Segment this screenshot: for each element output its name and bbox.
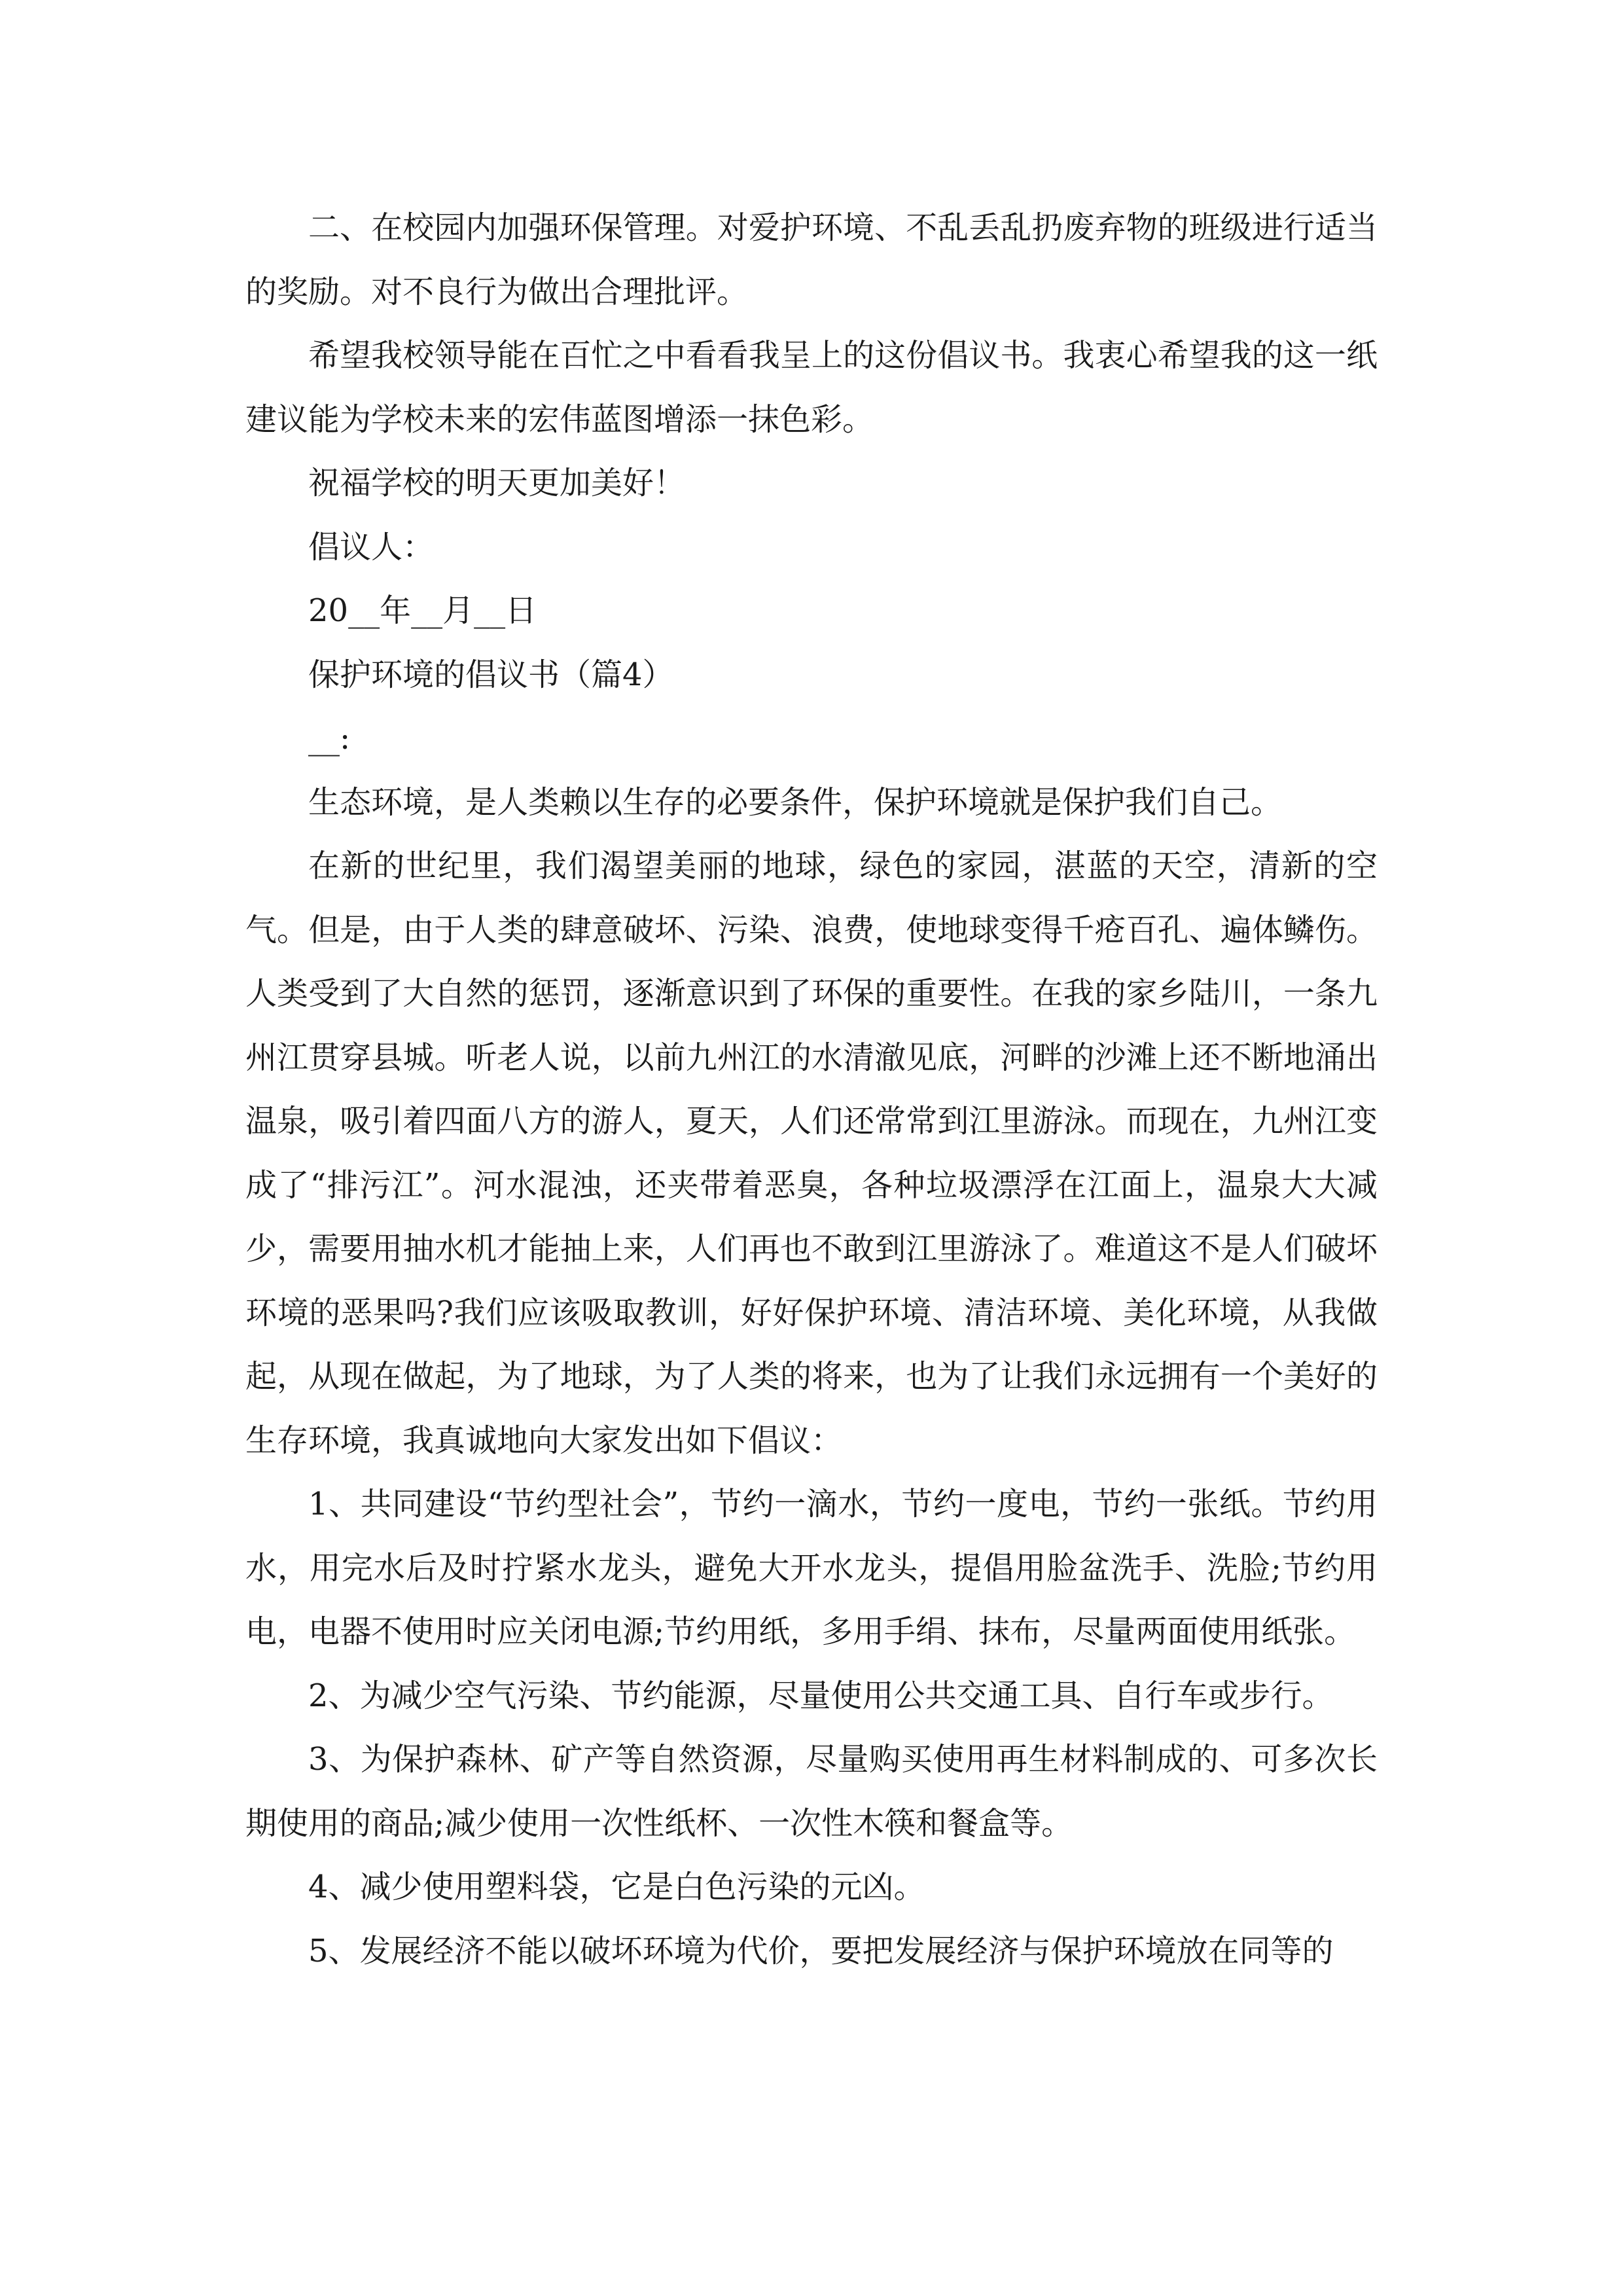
paragraph-date: 20__年__月__日 [308,592,537,629]
paragraph-blessing: 祝福学校的明天更加美好！ [308,465,686,501]
paragraph-hope: 希望我校领导能在百忙之中看看我呈上的这份倡议书。我衷心希望我的这一纸建议能为学校未来的宏伟蓝图增添一抹色彩。 [245,337,1378,438]
paragraph-new-century: 在新的世纪里，我们渴望美丽的地球，绿色的家园，湛蓝的天空，清新的空气。但是，由于人类的肆意破坏、污染、浪费，使地球变得千疮百孔、遍体鳞伤。人类受到了大自然的惩罚，逐渐意识到了环保的重要性。在我的家乡陆川，一条九州江贯穿县城。听老人说，以前九州江的水清澈见底，河畔的沙滩上还不断地涌出温泉，吸引着四面八方的游人，夏天，人们还常常到江里游泳。而现在，九州江变成了“排污江”。河水混浊，还夹带着恶臭，各种垃圾漂浮在江面上，温泉大大减少，需要用抽水机才能抽上来，人们再也不敢到江里游泳了。难道这不是人们破坏环境的恶果吗?我们应该吸取教训，好好保护环境、清洁环境、美化环境，从我做起，从现在做起，为了地球，为了人类的将来，也为了让我们永远拥有一个美好的生存环境，我真诚地向大家发出如下倡议： [245,848,1378,1459]
paragraph-ecology: 生态环境，是人类赖以生存的必要条件，保护环境就是保护我们自己。 [308,783,1283,821]
paragraph-item-5: 5、发展经济不能以破坏环境为代价，要把发展经济与保护环境放在同等的 [308,1932,1334,1969]
paragraph-item-4: 4、减少使用塑料袋，它是白色污染的元凶。 [308,1869,925,1905]
paragraph-item-3: 3、为保护森林、矿产等自然资源，尽量购买使用再生材料制成的、可多次长期使用的商品;减少使用一次性纸杯、一次性木筷和餐盒等。 [245,1741,1378,1842]
paragraph-item-2: 2、为减少空气污染、节约能源，尽量使用公共交通工具、自行车或步行。 [308,1677,1334,1714]
document-body [245,196,1378,1983]
paragraph-item-1: 1、共同建设“节约型社会”，节约一滴水，节约一度电，节约一张纸。节约用水，用完水后及时拧紧水龙头，避免大开水龙头，提倡用脸盆洗手、洗脸;节约用电，电器不使用时应关闭电源;节约用纸，多用手绢、抹布，尽量两面使用纸张。 [245,1486,1378,1650]
paragraph-proposer: 倡议人： [308,528,435,565]
paragraph-school-management: 二、在校园内加强环保管理。对爱护环境、不乱丢乱扔废弃物的班级进行适当的奖励。对不良行为做出合理批评。 [245,209,1378,310]
paragraph-salutation: __: [308,720,351,757]
section-title: 保护环境的倡议书（篇4） [308,656,674,693]
